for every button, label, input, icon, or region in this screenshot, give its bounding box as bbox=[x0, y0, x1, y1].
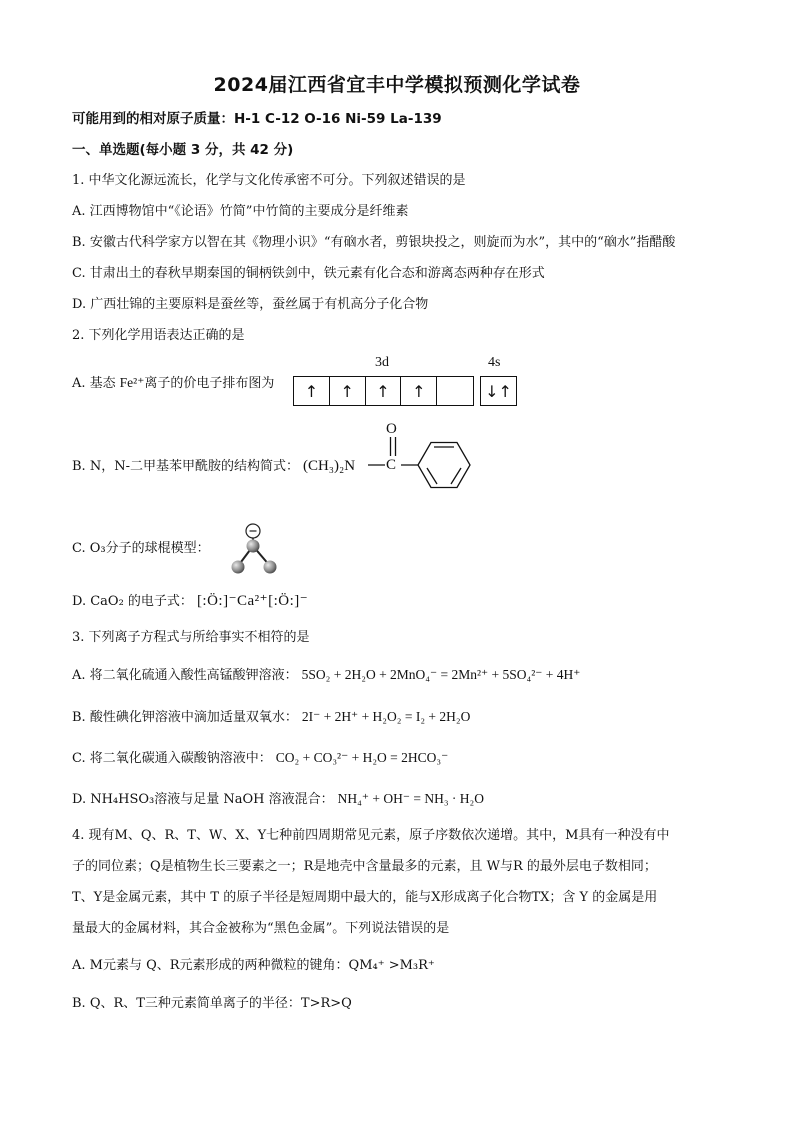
q2-option-c: C. O₃分子的球棍模型： bbox=[72, 541, 210, 556]
q3-option-a bbox=[72, 666, 580, 685]
fe-ion: Fe²⁺ bbox=[119, 375, 145, 390]
q2-option-d bbox=[72, 592, 308, 611]
carbonyl-carbon: C bbox=[386, 457, 397, 473]
q1-option-b: B. 安徽古代科学家方以智在其《物理小识》“有硇水者，剪银块投之，则旋而为水”，其中的“硇水”指醋酸 bbox=[72, 235, 676, 250]
oxygen-ball-right bbox=[264, 561, 277, 574]
q2-d-text: D. CaO₂ 的电子式： bbox=[72, 594, 193, 609]
orbital-label-3d: 3d bbox=[375, 355, 389, 370]
q2-a-suffix: 离子的价电子排布图为 bbox=[144, 376, 275, 391]
q3-option-c bbox=[72, 749, 448, 768]
orbital-box: ↑ bbox=[366, 377, 402, 405]
q2-stem: 2. 下列化学用语表达正确的是 bbox=[72, 328, 245, 343]
q3-a-text: A. 将二氧化硫通入酸性高锰酸钾溶液： bbox=[72, 668, 298, 683]
q3-option-b bbox=[72, 708, 470, 727]
q4-stem-line1: 4. 现有M、Q、R、T、W、X、Y七种前四周期常见元素，原子序数依次递增。其中，M具有一种没有中 bbox=[72, 828, 670, 843]
q4-option-b: B. Q、R、T三种元素简单离子的半径：T>R>Q bbox=[72, 996, 352, 1011]
orbital-box: ↑ bbox=[401, 377, 437, 405]
q3-stem: 3. 下列离子方程式与所给事实不相符的是 bbox=[72, 630, 310, 645]
q4-stem-line3: T、Y是金属元素，其中 T 的原子半径是短周期中最大的，能与X形成离子化合物TX；含 Y 的金属是用 bbox=[72, 890, 658, 905]
q3-b-text: B. 酸性碘化钾溶液中滴加适量双氧水： bbox=[72, 710, 298, 725]
q2-b-text: B. N，N-二甲基苯甲酰胺的结构简式： bbox=[72, 459, 299, 474]
orbital-box: ↓↑ bbox=[485, 381, 512, 401]
q3-option-d bbox=[72, 790, 484, 809]
q4-stem-line4: 量最大的金属材料，其合金被称为“黑色金属”。下列说法错误的是 bbox=[72, 921, 450, 936]
q4-stem-line2: 子的同位素；Q是植物生长三要素之一；R是地壳中含量最多的元素，且 W与R 的最外层电子数相同； bbox=[72, 859, 657, 874]
q3-b-equation: 2I⁻ + 2H⁺ + H₂O₂ = I₂ + 2H₂O bbox=[301, 709, 471, 724]
q3-d-equation: NH₄⁺ + OH⁻ = NH₃ · H₂O bbox=[337, 791, 484, 806]
q1-stem: 1. 中华文化源远流长，化学与文化传承密不可分。下列叙述错误的是 bbox=[72, 173, 466, 188]
q3-a-equation: 5SO₂ + 2H₂O + 2MnO₄⁻ = 2Mn²⁺ + 5SO₄²⁻ + 4H⁺ bbox=[301, 667, 581, 682]
q3-c-text: C. 将二氧化碳通入碳酸钠溶液中： bbox=[72, 751, 272, 766]
cao2-electron-formula: [:Ö:]⁻Ca²⁺[:Ö:]⁻ bbox=[196, 593, 309, 609]
dimethylamino-group: (CH₃)₂N bbox=[302, 458, 356, 474]
q1-option-a: A. 江西博物馆中“《论语》竹简”中竹简的主要成分是纤维素 bbox=[72, 204, 409, 219]
q1-option-d: D. 广西壮锦的主要原料是蚕丝等，蚕丝属于有机高分子化合物 bbox=[72, 297, 429, 312]
q1-option-c: C. 甘肃出土的春秋早期秦国的铜柄铁剑中，铁元素有化合态和游离态两种存在形式 bbox=[72, 266, 545, 281]
q3-c-equation: CO₂ + CO₃²⁻ + H₂O = 2HCO₃⁻ bbox=[275, 750, 449, 765]
orbital-box: ↑ bbox=[330, 377, 366, 405]
carbonyl-oxygen: O bbox=[386, 421, 397, 437]
q3-d-text: D. NH₄HSO₃溶液与足量 NaOH 溶液混合： bbox=[72, 792, 334, 807]
q4-option-a: A. M元素与 Q、R元素形成的两种微粒的键角：QM₄⁺ >M₃R⁺ bbox=[72, 958, 435, 973]
oxygen-ball-center bbox=[247, 540, 260, 553]
oxygen-ball-left bbox=[232, 561, 245, 574]
orbital-label-4s: 4s bbox=[488, 355, 501, 370]
page-title: 2024届江西省宜丰中学模拟预测化学试卷 bbox=[213, 74, 581, 96]
q2-a-prefix: A. 基态 bbox=[72, 376, 116, 391]
atomic-masses: 可能用到的相对原子质量：H-1 C-12 O-16 Ni-59 La-139 bbox=[72, 111, 442, 127]
orbital-box: ↑ bbox=[294, 377, 330, 405]
section-heading: 一、单选题(每小题 3 分，共 42 分) bbox=[72, 142, 294, 158]
